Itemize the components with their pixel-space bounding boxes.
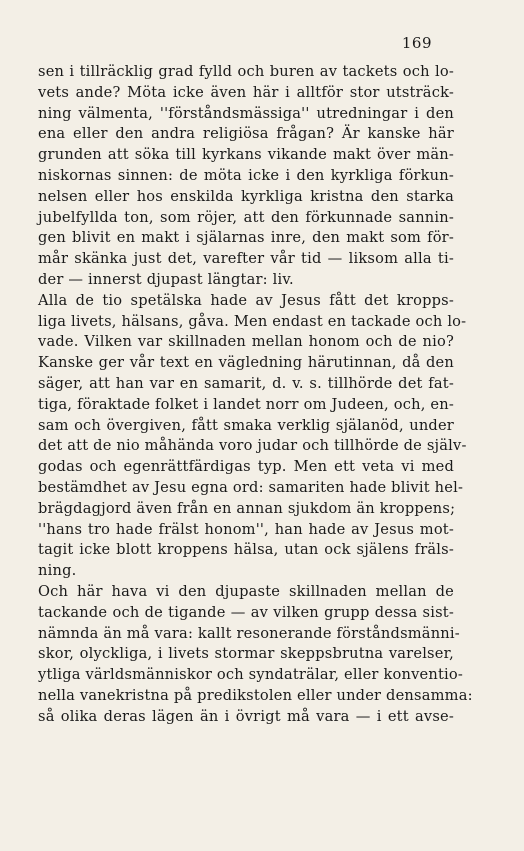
text-line: ena eller den andra religiösa frågan? Är kanske här	[38, 125, 454, 143]
page-number: 169	[401, 34, 432, 52]
text-line: det att de nio måhända voro judar och tillhörde de själv-	[38, 437, 467, 455]
text-line: ytliga världsmänniskor och syndaträlar, eller konventio-	[38, 666, 463, 684]
text-line: vets ande? Möta icke även här i alltför stor utsträck-	[38, 83, 454, 101]
text-line: tiga, föraktade folket i landet norr om Judeen, och, en-	[38, 395, 454, 413]
text-line: ''hans tro hade frälst honom'', han hade av Jesus mot-	[38, 520, 454, 538]
text-line: mår skänka just det, varefter vår tid — liksom alla ti-	[38, 250, 454, 268]
text-line: der — innerst djupast längtar: liv.	[38, 270, 294, 288]
text-line: vade. Vilken var skillnaden mellan honom och de nio?	[38, 333, 454, 351]
text-line: Och här hava vi den djupaste skillnaden mellan de	[38, 582, 454, 600]
text-line: så olika deras lägen än i övrigt må vara — i ett avse-	[38, 707, 454, 725]
text-line: tackande och de tigande — av vilken grupp dessa sist-	[38, 603, 454, 621]
text-line: sen i tillräcklig grad fylld och buren av tackets och lo-	[38, 63, 454, 80]
text-line: grunden att söka till kyrkans vikande makt över män-	[38, 146, 454, 164]
text-line: niskornas sinnen: de möta icke i den kyrkliga förkun-	[38, 166, 454, 184]
text-line: jubelfyllda ton, som röjer, att den förkunnade sannin-	[38, 208, 454, 226]
text-line: ning.	[38, 562, 77, 580]
text-line: Kanske ger vår text en vägledning härutinnan, då den	[38, 354, 454, 372]
text-line: gen blivit en makt i själarnas inre, den makt som för-	[38, 229, 454, 247]
text-line: nämnda än må vara: kallt resonerande förståndsmänni-	[38, 624, 460, 642]
text-line: nelsen eller hos enskilda kyrkliga kristna den starka	[38, 187, 454, 205]
body-text	[38, 62, 473, 728]
text-line: liga livets, hälsans, gåva. Men endast en tackade och lo-	[38, 312, 467, 330]
text-line: ning välmenta, ''förståndsmässiga'' utredningar i den	[38, 104, 454, 122]
text-line: Alla de tio spetälska hade av Jesus fått det kropps-	[38, 291, 454, 309]
text-line: godas och egenrättfärdigas typ. Men ett veta vi med	[38, 458, 454, 476]
text-line: brägdagjord även från en annan sjukdom än kroppens;	[38, 499, 456, 517]
text-line: tagit icke blott kroppens hälsa, utan ock själens fräls-	[38, 541, 454, 559]
text-line: skor, olyckliga, i livets stormar skeppsbrutna varelser,	[38, 645, 454, 663]
text-line: säger, att han var en samarit, d. v. s. tillhörde det fat-	[38, 374, 454, 392]
text-line: bestämdhet av Jesu egna ord: samariten hade blivit hel-	[38, 478, 464, 496]
text-line: nella vanekristna på predikstolen eller under densamma:	[38, 686, 473, 704]
text-line: sam och övergiven, fått smaka verklig själanöd, under	[38, 416, 454, 434]
